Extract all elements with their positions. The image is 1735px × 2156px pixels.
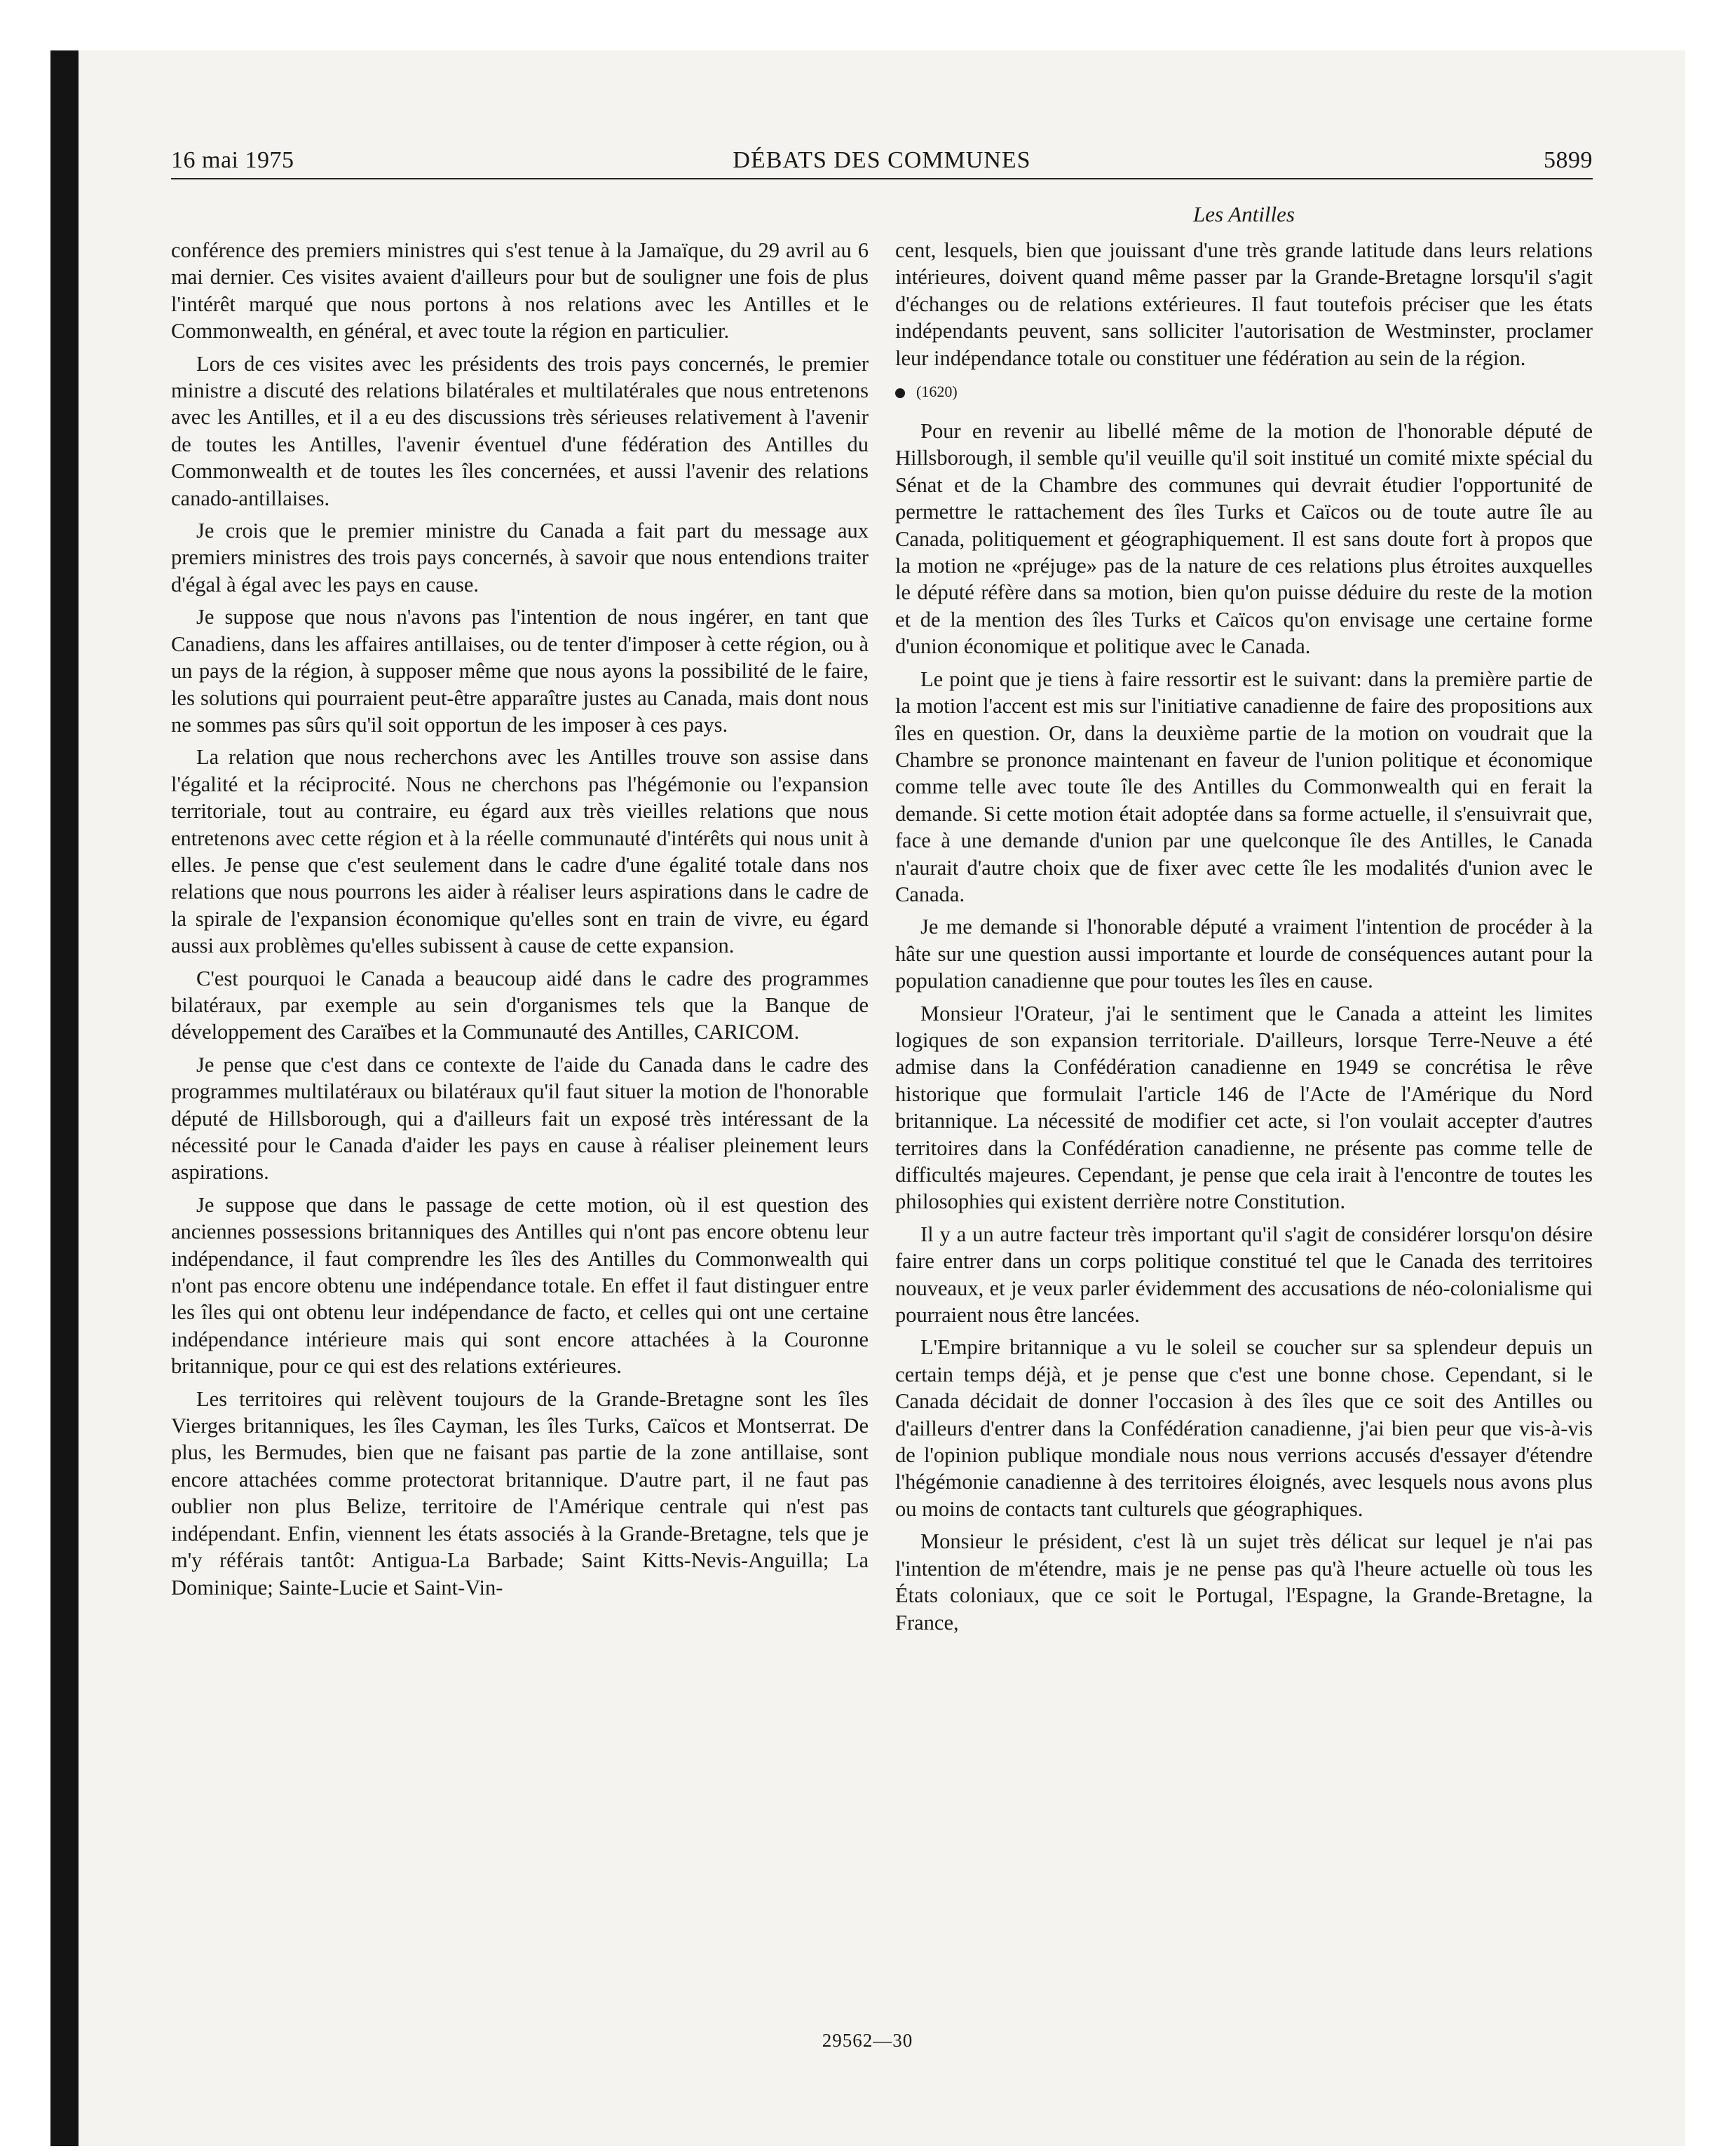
paragraph: L'Empire britannique a vu le soleil se coucher sur sa splendeur depuis un certain temps déjà, et je pense que c'est une bonne chose. Cependant, si le Canada décidait de donner l'occasion à des îles que ce soit des Antilles ou d'ailleurs d'entrer dans la Confédération canadienne, j'ai bien peur que vis-à-vis de l'opinion publique mondiale nous nous verrions accusés d'essayer d'étendre l'hégémonie canadienne à des territoires éloignés, avec lesquels nous avons plus ou moins de contacts tant culturels que géographiques.	[895, 1335, 1593, 1521]
paragraph: Je suppose que nous n'avons pas l'intention de nous ingérer, en tant que Canadiens, dans les affaires antillaises, ou de tenter d'imposer à cette région, ou à un pays de la région, à supposer même que nous ayons la possibilité de le faire, les solutions qui pourraient peut-être apparaître justes au Canada, mais dont nous ne sommes pas sûrs qu'il soit opportun de les imposer à ces pays.	[171, 605, 869, 737]
scan-border	[50, 50, 79, 2146]
header-date: 16 mai 1975	[171, 147, 294, 173]
header-title: DÉBATS DES COMMUNES	[733, 147, 1031, 173]
paragraph: cent, lesquels, bien que jouissant d'une très grande latitude dans leurs relations intérieures, doivent quand même passer par la Grande-Bretagne lorsqu'il s'agit d'échanges ou de relations extérieures. Il faut toutefois préciser que les états indépendants peuvent, sans solliciter l'autorisation de Westminster, proclamer leur indépendance totale ou constituer une fédération au sein de la région.	[895, 238, 1593, 370]
paragraph: Lors de ces visites avec les présidents des trois pays concernés, le premier ministre a discuté des relations bilatérales et multilatérales que nous entretenons avec les Antilles, et il a eu des discussions très sérieuses relativement à l'avenir de toutes les Antilles, l'avenir éventuel d'une fédération des Antilles du Commonwealth et de toutes les îles concernées, et aussi l'avenir des relations canado-antillaises.	[171, 351, 869, 510]
bullet-icon	[895, 388, 905, 398]
paragraph: Le point que je tiens à faire ressortir est le suivant: dans la première partie de la motion l'accent est mis sur l'initiative canadienne de faire des propositions aux îles en question. Or, dans la deuxième partie de la motion on voudrait que la Chambre se prononce maintenant en faveur de l'union politique et économique comme telle avec toute île des Antilles du Commonwealth qui en ferait la demande. Si cette motion était adoptée dans sa forme actuelle, il s'ensuivrait que, face à une demande d'union par une quelconque île des Antilles, le Canada n'aurait d'autre choix que de fixer avec cette île les modalités d'union avec le Canada.	[895, 667, 1593, 906]
paragraph: Je suppose que dans le passage de cette motion, où il est question des anciennes possessions britanniques des Antilles qui n'ont pas encore obtenu leur indépendance, il faut comprendre les îles des Antilles du Commonwealth qui n'ont pas encore obtenu une indépendance totale. En effet il faut distinguer entre les îles qui ont obtenu leur indépendance de facto, et celles qui ont une certaine indépendance intérieure mais qui sont encore attachées à la Couronne britannique, pour ce qui est des relations extérieures.	[171, 1192, 869, 1379]
page-footer: 29562—30	[822, 2030, 913, 2051]
time-marker-label: (1620)	[916, 383, 958, 401]
paragraph: Il y a un autre facteur très important qu'il s'agit de considérer lorsqu'on désire faire entrer dans un corps politique constitué tel que le Canada des territoires nouveaux, et je veux parler évidemment des accusations de néo-colonialisme qui pourraient nous être lancées.	[895, 1222, 1593, 1328]
running-title: Les Antilles	[1193, 202, 1295, 226]
paragraph: Je crois que le premier ministre du Canada a fait part du message aux premiers ministres des trois pays concernés, à savoir que nous entendions traiter d'égal à égal avec les pays en cause.	[171, 519, 869, 596]
header-page-number: 5899	[1544, 147, 1593, 173]
right-column	[895, 237, 1593, 1642]
paragraph: Je me demande si l'honorable député a vraiment l'intention de procéder à la hâte sur une question aussi importante et lourde de conséquences autant pour la population canadienne que pour toutes les îles en cause.	[895, 915, 1593, 993]
paragraph: C'est pourquoi le Canada a beaucoup aidé dans le cadre des programmes bilatéraux, par exemple au sein d'organismes tels que la Banque de développement des Caraïbes et la Communauté des Antilles, CARICOM.	[171, 966, 869, 1044]
time-marker	[895, 381, 1593, 402]
paragraph: La relation que nous recherchons avec les Antilles trouve son assise dans l'égalité et la réciprocité. Nous ne cherchons pas l'hégémonie ou l'expansion territoriale, tout au contraire, eu égard aux très vieilles relations que nous entretenons avec cette région et à la réelle communauté d'intérêts qui nous unit à elles. Je pense que c'est seulement dans le cadre d'une égalité totale dans nos relations que nous pourrons les aider à réaliser leurs aspirations dans le cadre de la spirale de l'expansion économique qu'elles sont en train de vivre, eu égard aussi aux problèmes qu'elles subissent à cause de cette expansion.	[171, 745, 869, 958]
paragraph: Monsieur l'Orateur, j'ai le sentiment que le Canada a atteint les limites logiques de son expansion territoriale. D'ailleurs, lorsque Terre-Neuve a été admise dans la Confédération canadienne en 1949 se concrétisa le rêve historique que formulait l'article 146 de l'Acte de l'Amérique du Nord britannique. La nécessité de modifier cet acte, si l'on voulait accepter d'autres territoires dans la Confédération canadienne, ne présente pas comme telle de difficultés majeures. Cependant, je pense que cela irait à l'encontre de toutes les philosophies qui existent derrière notre Constitution.	[895, 1001, 1593, 1214]
page-header	[171, 147, 1593, 182]
header-rule	[171, 178, 1593, 179]
paragraph: Je pense que c'est dans ce contexte de l'aide du Canada dans le cadre des programmes multilatéraux ou bilatéraux qu'il faut situer la motion de l'honorable député de Hillsborough, qui a d'ailleurs fait un exposé très intéressant de la nécessité pour le Canada d'aider les pays en cause à réaliser pleinement leurs aspirations.	[171, 1052, 869, 1185]
paragraph: Les territoires qui relèvent toujours de la Grande-Bretagne sont les îles Vierges britanniques, les îles Cayman, les îles Turks, Caïcos et Montserrat. De plus, les Bermudes, bien que ne faisant pas partie de la zone antillaise, sont encore attachées comme protectorat britannique. D'autre part, il ne faut pas oublier non plus Belize, territoire de l'Amérique centrale qui n'est pas indépendant. Enfin, viennent les états associés à la Grande-Bretagne, tels que je m'y référais tantôt: Antigua-La Barbade; Saint Kitts-Nevis-Anguilla; La Dominique; Sainte-Lucie et Saint-Vin-	[171, 1386, 869, 1599]
left-column	[171, 237, 869, 1606]
paragraph: Monsieur le président, c'est là un sujet très délicat sur lequel je n'ai pas l'intention de m'étendre, mais je ne pense pas qu'à l'heure actuelle où tous les États coloniaux, que ce soit le Portugal, l'Espagne, la Grande-Bretagne, la France,	[895, 1529, 1593, 1635]
paragraph: conférence des premiers ministres qui s'est tenue à la Jamaïque, du 29 avril au 6 mai dernier. Ces visites avaient d'ailleurs pour but de souligner une fois de plus l'intérêt marqué que nous portons à nos relations avec les Antilles et le Commonwealth, en général, et avec toute la région en particulier.	[171, 238, 869, 343]
paragraph: Pour en revenir au libellé même de la motion de l'honorable député de Hillsborough, il semble qu'il veuille qu'il soit institué un comité mixte spécial du Sénat et de la Chambre des communes qui devrait étudier l'opportunité de permettre le rattachement des îles Turks et Caïcos ou de toute autre île au Canada, politiquement et géographiquement. Il est sans doute fort à propos que la motion ne «préjuge» pas de la nature de ces relations plus étroites auxquelles le député réfère dans sa motion, bien qu'on puisse déduire du reste de la motion et de la mention des îles Turks et Caïcos qu'on envisage une certaine forme d'union économique et politique avec le Canada.	[895, 419, 1593, 659]
